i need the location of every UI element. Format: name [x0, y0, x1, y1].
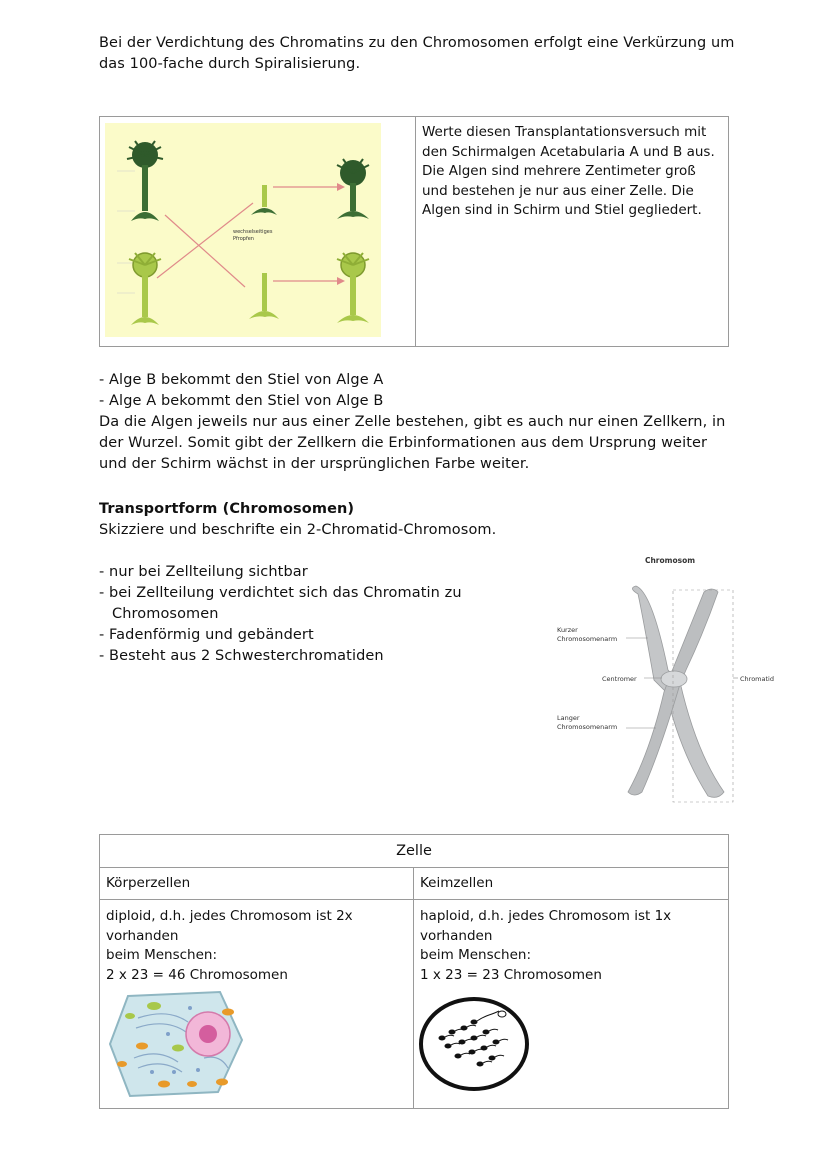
body-cells-line: beim Menschen:	[106, 947, 217, 963]
cells-table	[99, 834, 729, 1109]
experiment-image-cell	[100, 117, 416, 346]
graft-label-1: wechselseitiges	[233, 229, 273, 235]
short-arm-label-1: Kurzer	[557, 626, 578, 634]
col-header-germ-cells: Keimzellen	[420, 875, 494, 891]
algae-graft-illustration	[105, 123, 381, 337]
experiment-table	[99, 116, 729, 347]
transport-task: Skizziere und beschrifte ein 2-Chromatid-Chromosom.	[99, 522, 497, 538]
bullet-item: - bei Zellteilung verdichtet sich das Chromatin zu	[99, 585, 462, 601]
alga-b-original	[129, 253, 161, 325]
bullet-item: - Fadenförmig und gebändert	[99, 627, 314, 643]
long-arm-label-1: Langer	[557, 714, 580, 722]
sperm-cells-illustration	[418, 994, 534, 1094]
cells-table-body-row	[100, 900, 728, 1109]
chromosome-title: Chromosom	[644, 556, 696, 565]
answer-line-1: - Alge B bekommt den Stiel von Alge A	[99, 372, 384, 388]
body-cells-cell	[100, 900, 414, 1109]
answer-section	[99, 370, 739, 475]
grafted-stalk-bottom	[249, 273, 279, 319]
bullet-item: Chromosomen	[112, 606, 219, 622]
graft-label-2: Pfropfen	[233, 236, 254, 242]
bullet-item: - Besteht aus 2 Schwesterchromatiden	[99, 648, 384, 664]
answer-paragraph: Da die Algen jeweils nur aus einer Zelle bestehen, gibt es auch nur einen Zellkern, in der Wurzel. Somit gibt der Zellkern die Erbinformationen aus dem Ursprung weiter und der Schirm wächst in der ursprünglichen Farbe weiter.	[99, 414, 726, 472]
centromere-shape	[661, 671, 687, 687]
cells-table-header-row	[100, 868, 728, 900]
cells-table-title: Zelle	[100, 835, 728, 868]
alga-regenerated-light	[337, 253, 369, 323]
germ-cells-line: beim Menschen:	[420, 947, 531, 963]
intro-paragraph: Bei der Verdichtung des Chromatins zu den Chromosomen erfolgt eine Verkürzung um das 100-fache durch Spiralisierung.	[99, 35, 735, 72]
algae-diagram	[105, 123, 381, 337]
body-cells-line: diploid, d.h. jedes Chromosom ist 2x	[106, 908, 353, 924]
body-cells-line: vorhanden	[106, 927, 179, 944]
transport-bullets	[99, 562, 499, 667]
short-arm-label-2: Chromosomenarm	[557, 635, 618, 643]
grafted-stalk-top	[251, 185, 277, 215]
germ-cells-line: haploid, d.h. jedes Chromosom ist 1x	[420, 908, 672, 924]
experiment-task: Werte diesen Transplantationsversuch mit den Schirmalgen Acetabularia A und B aus. Die Algen sind mehrere Zentimeter groß und bestehen je nur aus einer Zelle. Die Algen sind in Schirm und Stiel gegliedert.	[422, 124, 715, 218]
chromosome-illustration	[548, 552, 783, 807]
bullet-item: - nur bei Zellteilung sichtbar	[99, 564, 308, 580]
germ-cells-cell	[414, 900, 728, 1109]
germ-cells-line: 1 x 23 = 23 Chromosomen	[420, 966, 602, 983]
alga-regenerated-dark	[337, 159, 369, 219]
animal-cell-illustration	[108, 988, 244, 1100]
germ-cells-line: vorhanden	[420, 927, 493, 944]
transport-heading: Transportform (Chromosomen)	[99, 501, 355, 517]
centromere-label: Centromer	[602, 675, 637, 683]
long-arm-label-2: Chromosomenarm	[557, 723, 618, 731]
col-header-body-cells: Körperzellen	[100, 868, 414, 899]
answer-line-2: - Alge A bekommt den Stiel von Alge B	[99, 393, 384, 409]
alga-a-original	[127, 141, 163, 221]
chromatid-label: Chromatid	[740, 675, 774, 683]
chromosome-diagram	[548, 552, 783, 807]
body-cells-line: 2 x 23 = 46 Chromosomen	[106, 966, 288, 983]
